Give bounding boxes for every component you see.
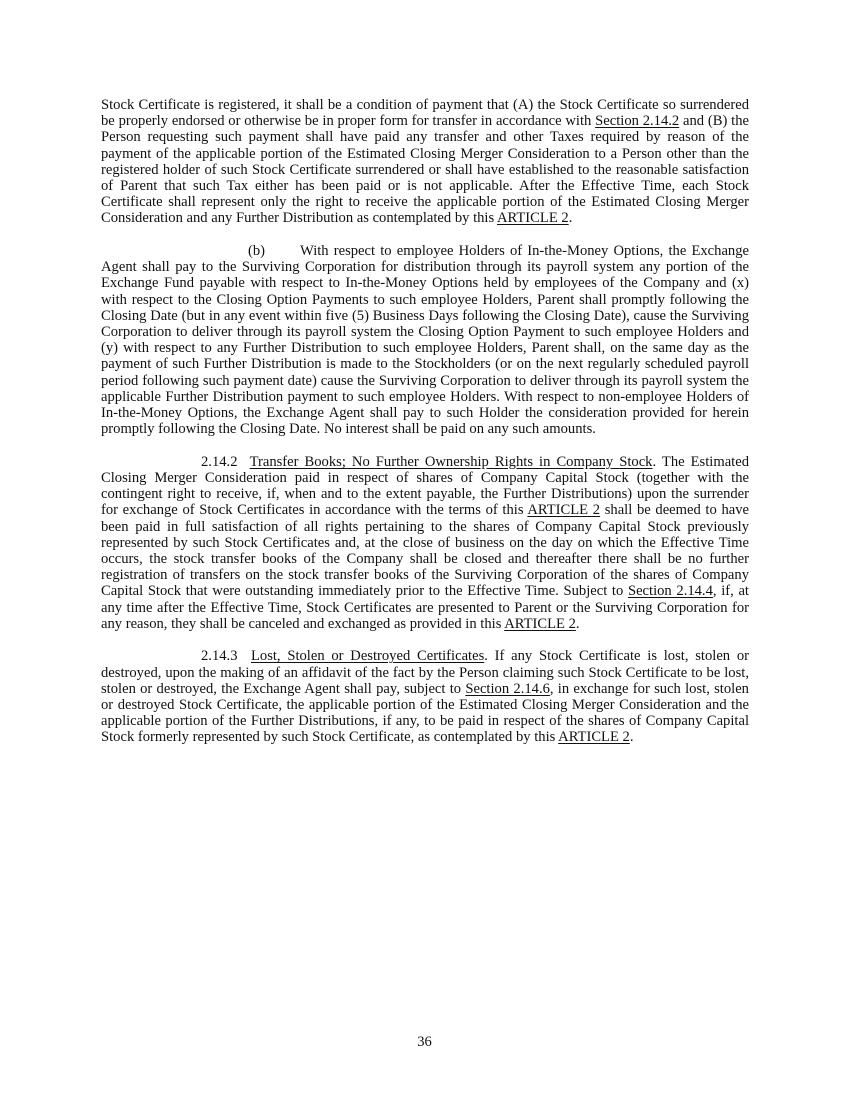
text-run: shall be deemed to have been paid in full satisfaction of all rights pertaining to the shares of Company Capital Stock previously represented by such Stock Certificates and, at the close of business on the day on which the Effective Time occurs, the stock transfer books of the Company shall be closed and thereafter there shall be no further registration of transfers on the stock transfer books of the Surviving Corporation of the shares of Company Capital Stock that were outstanding immediately prior to the Effective Time. Subject to — [101, 502, 750, 600]
article-reference-link: ARTICLE 2 — [558, 729, 630, 746]
subsection-label: (b) — [248, 243, 266, 260]
text-run: . The Estimated Closing Merger Consideration paid in respect of shares of Company Capital Stock (together with the contingent right to receive, if, when and to the extent payable, the Further Distributions) upon the surrender for exchange of Stock Certificates in accordance with the terms of this — [101, 453, 750, 519]
section-number: 2.14.2 — [201, 453, 238, 470]
text-run: Stock Certificate is registered, it shall be a condition of payment that (A) the Stock Certificate so surrendered be properly endorsed or otherwise be in proper form for transfer in accordance with — [101, 97, 749, 130]
text-run: , if, at any time after the Effective Time, Stock Certificates are presented to Parent or the Surviving Corporation for any reason, they shall be canceled and exchanged as provided in this — [101, 583, 749, 632]
text-run: . — [568, 210, 573, 227]
document-body — [101, 97, 749, 746]
paragraph-payment-conditions — [101, 97, 749, 227]
page-number: 36 — [417, 1034, 432, 1050]
article-reference-link: ARTICLE 2 — [527, 502, 601, 519]
section-heading: Transfer Books; No Further Ownership Rights in Company Stock — [249, 453, 653, 470]
paragraph-employee-holders — [101, 243, 749, 437]
text-run: With respect to employee Holders of In-the-Money Options, the Exchange Agent shall pay to the Surviving Corporation for distribution through its payroll system any portion of the Exchange Fund payable with respect to In-the-Money Options held by employees of the Company and (x) with respect to the Closing Option Payments to such employee Holders, Parent shall promptly following the Closing Date (but in any event within five (5) Business Days following the Closing Date), cause the Surviving Corporation to deliver through its payroll system the Closing Option Payment to such employee Holders and (y) with respect to any Further Distribution to such employee Holders, Parent shall, on the same day as the payment of such Further Distribution is made to the Stockholders (or on the next regularly scheduled payroll period following such payment date) cause the Surviving Corporation to deliver through its payroll system the applicable Further Distribution payment to such employee Holders. With respect to non-employee Holders of In-the-Money Options, the Exchange Agent shall pay to such Holder the consideration provided for herein promptly following the Closing Date. No interest shall be paid on any such amounts. — [101, 243, 749, 438]
text-run: . — [575, 615, 580, 632]
section-reference-link: Section 2.14.6 — [465, 680, 550, 697]
article-reference-link: ARTICLE 2 — [497, 210, 569, 227]
article-reference-link: ARTICLE 2 — [504, 615, 576, 632]
section-heading: Lost, Stolen or Destroyed Certificates — [250, 648, 485, 665]
paragraph-lost-certificates — [101, 648, 749, 745]
section-reference-link: Section 2.14.2 — [595, 113, 680, 130]
text-run: , in exchange for such lost, stolen or destroyed Stock Certificate, the applicable portion of the Estimated Closing Merger Consideration and the applicable portion of the Further Distributions, if any, to be paid in respect of the shares of Company Capital Stock formerly represented by such Stock Certificate, as contemplated by this — [101, 680, 749, 746]
paragraph-transfer-books — [101, 454, 749, 632]
text-run: . If any Stock Certificate is lost, stolen or destroyed, upon the making of an affidavit of the fact by the Person claiming such Stock Certificate to be lost, stolen or destroyed, the Exchange Agent shall pay, subject to — [101, 648, 749, 697]
text-run: . — [629, 729, 634, 746]
section-number: 2.14.3 — [201, 648, 238, 665]
text-run: and (B) the Person requesting such payment shall have paid any transfer and other Taxes required by reason of the payment of the applicable portion of the Estimated Closing Merger Consideration to a Person other than the registered holder of such Stock Certificate surrendered or shall have established to the reasonable satisfaction of Parent that such Tax either has been paid or is not applicable. After the Effective Time, each Stock Certificate shall represent only the right to receive the applicable portion of the Estimated Closing Merger Consideration and any Further Distribution as contemplated by this — [101, 113, 749, 227]
section-reference-link: Section 2.14.4 — [627, 583, 713, 600]
